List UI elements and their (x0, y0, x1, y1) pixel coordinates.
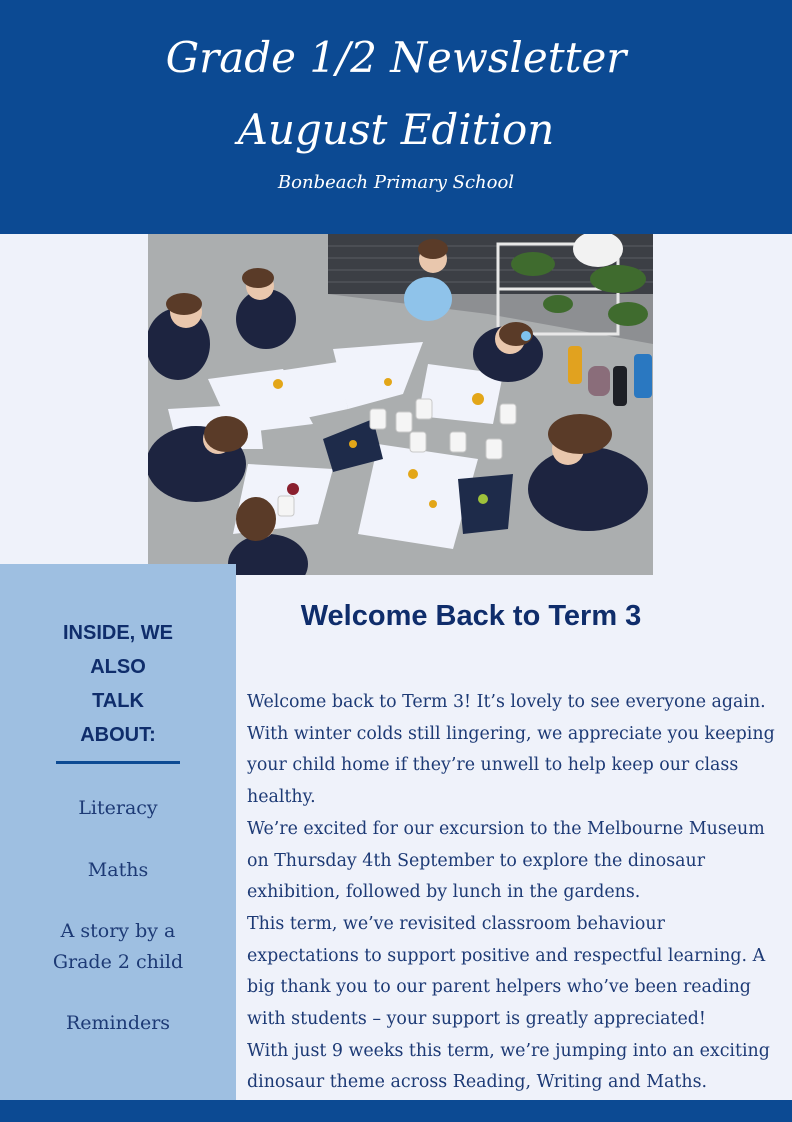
sidebar-item-maths: Maths (87, 859, 149, 881)
sidebar-divider (56, 761, 180, 764)
paragraph-dinosaur-theme: With just 9 weeks this term, we’re jumping into an exciting dinosaur theme across Reading, Writing and Maths. (247, 1040, 770, 1093)
sidebar-item-story-line1: A story by a (60, 920, 176, 942)
paragraph-behaviour: This term, we’ve revisited classroom behaviour expectations to support positive and respectful learning. A big thank you to our parent helpers who’ve been reading with students – your support is greatly appreciated! (247, 913, 766, 1030)
newsletter-header (0, 0, 792, 234)
edition-title: August Edition (237, 105, 555, 154)
photo-illustration (148, 234, 653, 575)
school-name: Bonbeach Primary School (277, 172, 515, 193)
paragraph-welcome: Welcome back to Term 3! It’s lovely to see everyone again. With winter colds still lingering, we appreciate you keeping your child home if they’re unwell to help keep our class healthy. (247, 692, 775, 808)
inside-heading: INSIDE, WE ALSO TALK ABOUT: (62, 622, 173, 746)
children-painting-photo (148, 234, 653, 575)
sidebar-item-story-line2: Grade 2 child (52, 951, 184, 973)
welcome-heading: Welcome Back to Term 3 (300, 600, 642, 632)
footer-bar (0, 1100, 792, 1122)
newsletter-title: Grade 1/2 Newsletter (165, 33, 627, 82)
paragraph-excursion: We’re excited for our excursion to the Melbourne Museum on Thursday 4th September to explore the dinosaur exhibition, followed by lunch in the gardens. (247, 818, 765, 903)
sidebar-item-reminders: Reminders (65, 1012, 171, 1034)
sidebar-item-literacy: Literacy (78, 797, 158, 819)
welcome-body (247, 687, 777, 1099)
